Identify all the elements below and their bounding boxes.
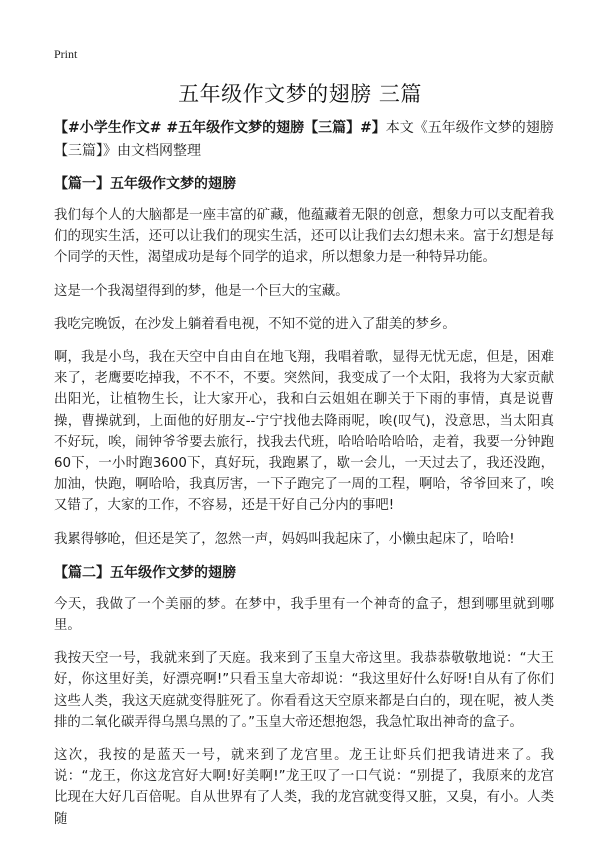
paragraph: 我累得够呛，但还是笑了，忽然一声，妈妈叫我起床了，小懒虫起床了，哈哈!	[54, 531, 515, 547]
paragraph: 这是一个我渴望得到的梦，他是一个巨大的宝藏。	[54, 283, 349, 299]
document-title: 五年级作文梦的翅膀 三篇	[178, 82, 422, 106]
paragraph: 这次，我按的是蓝天一号，就来到了龙宫里。龙王让虾兵们把我请进来了。我说：“龙王，你这龙宫好大啊!好美啊!”龙王叹了一口气说：“别提了，我原来的龙宫比现在大好几百倍呢。自从世界有了人类，我的龙宫就变得又脏，又臭，有小。人类随	[54, 748, 554, 827]
document-body	[54, 117, 554, 842]
intro-tags: 【#小学生作文# #五年级作文梦的翅膀【三篇】#】	[54, 120, 386, 136]
intro-source: 本文《五年级作文梦的翅膀【三篇】》由文档网整理	[54, 120, 554, 159]
paragraph: 我吃完晚饭，在沙发上躺着看电视，不知不觉的进入了甜美的梦乡。	[54, 316, 456, 332]
paragraph: 我们每个人的大脑都是一座丰富的矿藏，他蕴藏着无限的创意，想象力可以支配着我们的现实生活，还可以让我们的现实生活，还可以让我们去幻想未来。富于幻想是每个同学的天性，渴望成功是每个同学的追求，所以想象力是一种特异功能。	[54, 208, 554, 266]
section-1	[54, 173, 554, 550]
paragraph: 今天，我做了一个美丽的梦。在梦中，我手里有一个神奇的盒子，想到哪里就到哪里。	[54, 596, 554, 634]
intro-paragraph	[54, 117, 554, 163]
paragraph: 我按天空一号，我就来到了天庭。我来到了玉皇大帝这里。我恭恭敬敬地说：“大王好，你这里好美，好漂亮啊!”只看玉皇大帝却说：“我这里好什么好呀!自从有了你们这些人类，我这天庭就变得脏死了。你看看这天空原来都是白白的，现在呢，被人类排的二氧化碳弄得乌黑乌黑的了。”玉皇大帝还想抱怨，我急忙取出神奇的盒子。	[54, 651, 554, 730]
section-heading: 【篇一】五年级作文梦的翅膀	[54, 176, 236, 192]
print-label: Print	[54, 47, 78, 61]
paragraph: 啊，我是小鸟，我在天空中自由自在地飞翔，我唱着歌，显得无忧无虑，但是，困难来了，老鹰要吃掉我，不不不，不要。突然间，我变成了一个太阳，我将为大家贡献出阳光，让植物生长，让大家开心，我和白云姐姐在聊关于下雨的事情，真是说曹操，曹操就到，上面他的好朋友--宁宁找他去降雨呢，唉(叹气)，没意思，当太阳真不好玩，唉，闹钟爷爷要去旅行，找我去代班，哈哈哈哈哈哈，走着，我要一分钟跑60下，一小时跑3600下，真好玩，我跑累了，歇一会儿，一天过去了，我还没跑，加油，快跑，啊哈哈，我真厉害，一下子跑完了一周的工程，啊哈，爷爷回来了，唉又错了，大家的工作，不容易，还是干好自己分内的事吧!	[54, 350, 554, 514]
section-heading: 【篇二】五年级作文梦的翅膀	[54, 564, 236, 581]
section-2	[54, 562, 554, 830]
